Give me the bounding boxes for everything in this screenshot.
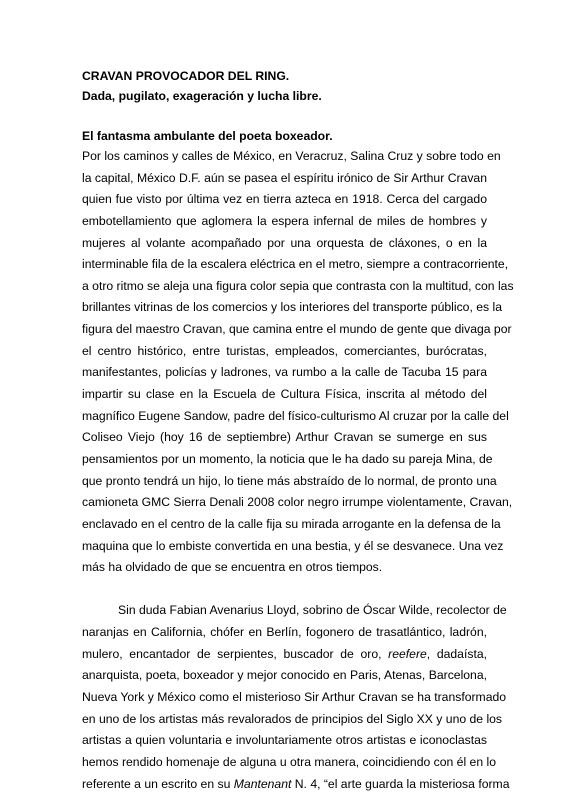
paragraph-line: manifestantes, policías y ladrones, va rumbo a la calle de Tacuba 15 para <box>82 365 487 380</box>
paragraph-line: anarquista, poeta, boxeador y mejor conocido en Paris, Atenas, Barcelona, <box>82 668 487 683</box>
text-run: N. 4, “el arte guarda la misteriosa forma <box>291 776 510 791</box>
paragraph-line: Sin duda Fabian Avenarius Lloyd, sobrino de Óscar Wilde, recolector de <box>118 603 507 618</box>
paragraph-line: naranjas en California, chófer en Berlín, fogonero de trasatlántico, ladrón, <box>82 625 487 640</box>
paragraph-gap <box>82 579 487 601</box>
paragraph-line: enclavado en el centro de la calle fija su mirada arrogante en la defensa de la <box>82 516 501 531</box>
text-run: , dadaísta, <box>426 646 487 661</box>
document-title: CRAVAN PROVOCADOR DEL RING. <box>82 69 290 83</box>
paragraph-line: mujeres al volante acompañado por una orquesta de cláxones, o en la <box>82 235 487 250</box>
paragraph-line: en uno de los artistas más revalorados de principios del Siglo XX y uno de los <box>82 711 503 726</box>
paragraph-1 <box>82 146 514 579</box>
text-run: referente a un escrito en su <box>82 776 234 791</box>
paragraph-line: figura del maestro Cravan, que camina entre el mundo de gente que divaga por <box>82 322 512 337</box>
paragraph-line: Por los caminos y calles de México, en Veracruz, Salina Cruz y sobre todo en <box>82 149 501 163</box>
paragraph-line: el centro histórico, entre turistas, empleados, comerciantes, burócratas, <box>82 343 487 358</box>
italic-title-mantenant: Mantenant <box>233 776 292 791</box>
paragraph-line: maquina que lo embiste convertida en una bestia, y él se desvanece. Una vez <box>82 538 504 553</box>
paragraph-line: más ha olvidado de que se encuentra en otros tiempos. <box>82 560 383 575</box>
paragraph-line: hemos rendido homenaje de alguna u otra manera, coincidiendo con él en lo <box>82 754 496 769</box>
paragraph-line: brillantes vitrinas de los comercios y los interiores del transporte público, es la <box>82 300 502 315</box>
paragraph-line: que pronto tendrá un hijo, lo tiene más abstraído de lo normal, de pronto una <box>82 473 497 488</box>
paragraph-line: pensamientos por un momento, la noticia que le ha dado su pareja Mina, de <box>82 451 493 466</box>
section-heading: El fantasma ambulante del poeta boxeador. <box>82 129 333 143</box>
paragraph-line: Coliseo Viejo (hoy 16 de septiembre) Arthur Cravan se sumerge en sus <box>82 430 487 445</box>
document-subtitle: Dada, pugilato, exageración y lucha libre. <box>82 89 322 103</box>
paragraph-line: Nueva York y México como el misterioso Sir Arthur Cravan se ha transformado <box>82 690 507 705</box>
paragraph-line: camioneta GMC Sierra Denali 2008 color negro irrumpe violentamente, Cravan, <box>82 495 513 510</box>
text-run: mulero, encantador de serpientes, buscador de oro, <box>82 646 389 661</box>
paragraph-line: a otro ritmo se aleja una figura color sepia que contrasta con la multitud, con las <box>82 278 514 293</box>
paragraph-line: artistas a quien voluntaria e involuntariamente otros artistas e iconoclastas <box>82 733 487 748</box>
paragraph-2 <box>82 600 510 795</box>
paragraph-line: impartir su clase en la Escuela de Cultura Física, inscrita al método del <box>82 387 487 402</box>
paragraph-line: quien fue visto por última vez en tierra azteca en 1918. Cerca del cargado <box>82 192 487 207</box>
paragraph-line: interminable fila de la escalera eléctrica en el metro, siempre a contracorriente, <box>82 257 509 272</box>
paragraph-line: la capital, México D.F. aún se pasea el espíritu irónico de Sir Arthur Cravan <box>82 170 487 185</box>
paragraph-line: embotellamiento que aglomera la espera infernal de miles de hombres y <box>82 213 487 228</box>
paragraph-line: magnífico Eugene Sandow, padre del físico-culturismo Al cruzar por la calle del <box>82 408 509 423</box>
paragraph-line <box>82 644 487 666</box>
paragraph-line <box>82 774 510 796</box>
italic-term-reefere: reefere <box>388 646 427 661</box>
